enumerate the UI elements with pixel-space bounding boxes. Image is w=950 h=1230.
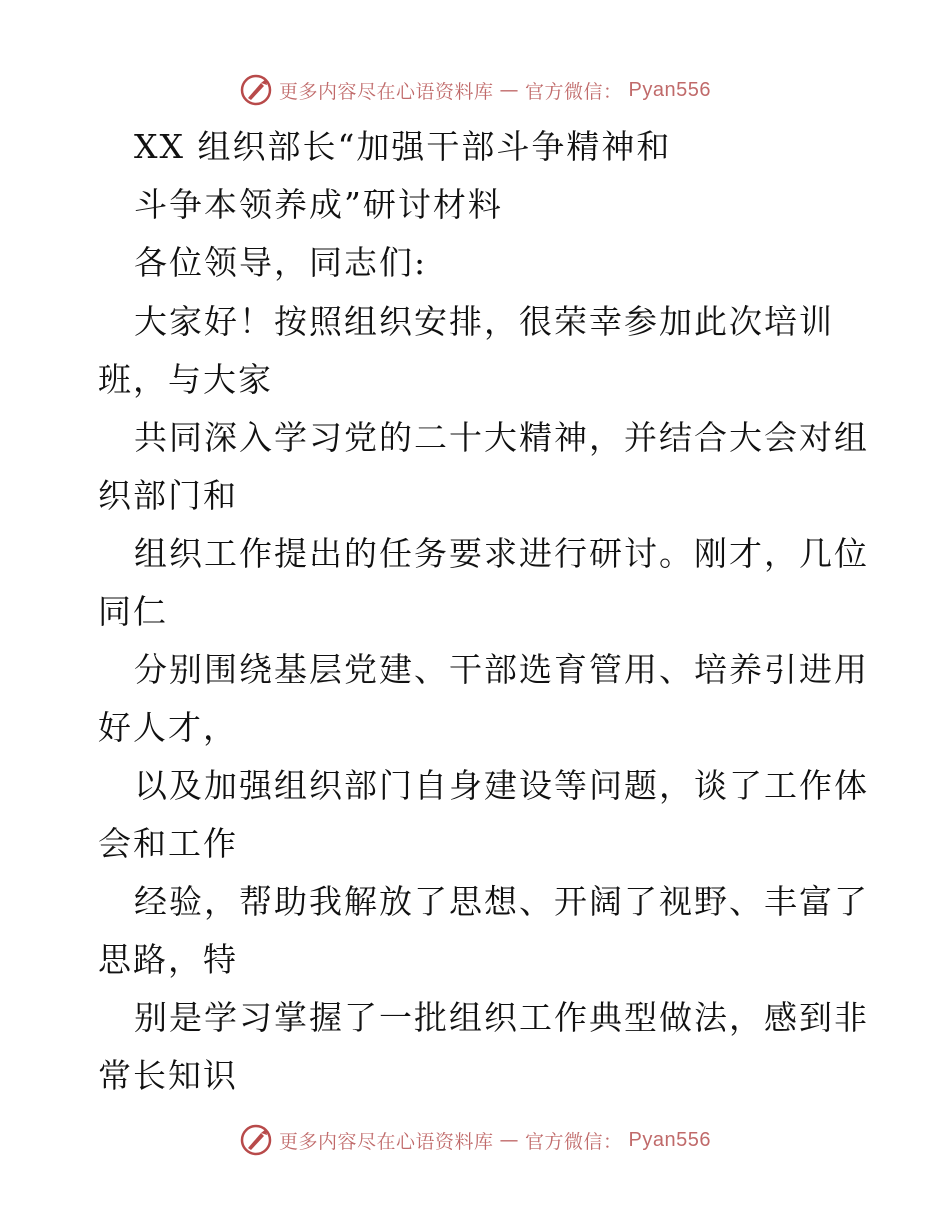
doc-salutation: 各位领导，同志们:	[134, 243, 428, 282]
banner-handle: Pyan556	[628, 78, 711, 101]
quill-logo-icon	[239, 1123, 273, 1157]
doc-title-line-2: 斗争本领养成”研讨材料	[134, 185, 503, 224]
doc-line: 会和工作	[98, 824, 238, 863]
banner-separator: —	[499, 1129, 520, 1151]
banner-wechat-label: 官方微信：	[525, 1130, 623, 1153]
doc-line: 经验，帮助我解放了思想、开阔了视野、丰富了	[134, 882, 869, 921]
doc-line: 组织工作提出的任务要求进行研讨。刚才，几位	[134, 534, 869, 573]
banner-wechat-label: 官方微信：	[525, 80, 623, 103]
doc-line: 以及加强组织部门自身建设等问题，谈了工作体	[134, 766, 869, 805]
doc-line: 思路，特	[98, 940, 238, 979]
banner-separator: —	[499, 79, 520, 101]
doc-line: 大家好！按照组织安排，很荣幸参加此次培训	[134, 302, 834, 341]
doc-line: 常长知识	[98, 1056, 238, 1095]
doc-line: 班，与大家	[98, 360, 273, 399]
banner-handle: Pyan556	[628, 1128, 711, 1151]
banner-text: 更多内容尽在心语资料库	[279, 80, 494, 103]
doc-line: 共同深入学习党的二十大精神，并结合大会对组	[134, 418, 869, 457]
footer-banner	[0, 1120, 950, 1160]
doc-line: 别是学习掌握了一批组织工作典型做法，感到非	[134, 998, 869, 1037]
banner-text: 更多内容尽在心语资料库	[279, 1130, 494, 1153]
quill-logo-icon	[239, 73, 273, 107]
doc-line: 分别围绕基层党建、干部选育管用、培养引进用	[134, 650, 869, 689]
doc-title-line-1: XX 组织部长“加强干部斗争精神和	[134, 127, 672, 166]
doc-line: 好人才，	[98, 708, 238, 747]
header-banner	[0, 70, 950, 110]
doc-line: 织部门和	[98, 476, 238, 515]
doc-line: 同仁	[98, 592, 168, 631]
